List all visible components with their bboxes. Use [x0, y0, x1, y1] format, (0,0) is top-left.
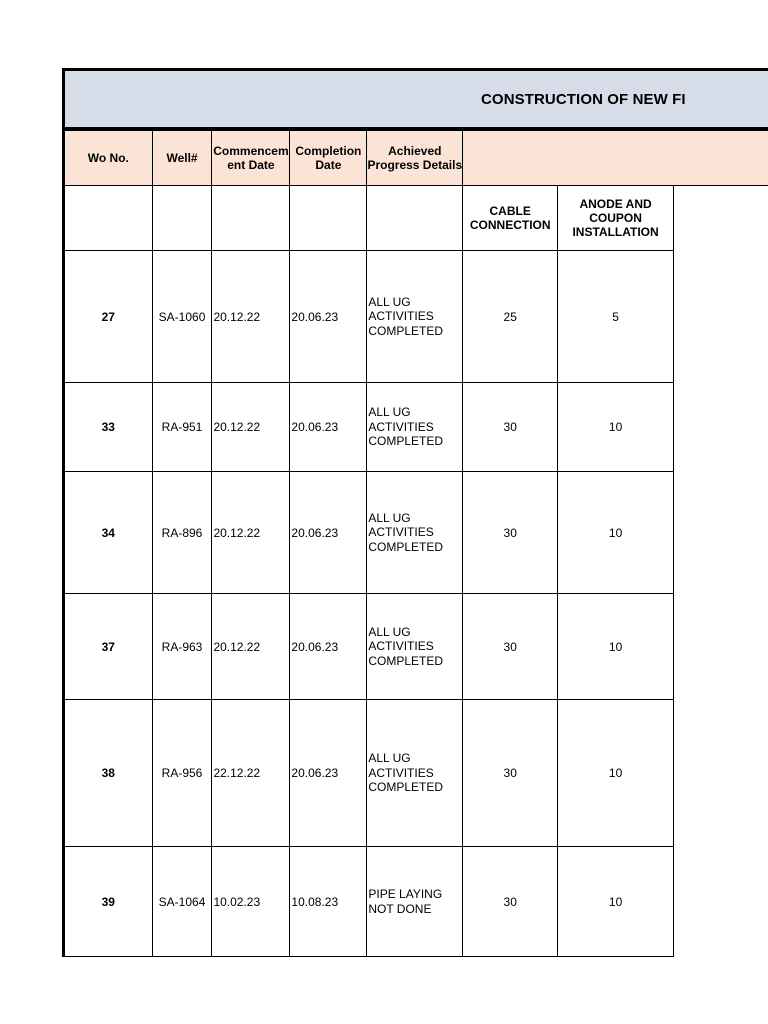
header-well: Well#: [152, 131, 212, 186]
subheader-blank: [367, 186, 463, 251]
progress-cell: [367, 251, 463, 383]
cable-connection-cell: 30: [463, 847, 558, 957]
empty-cell: [673, 472, 768, 594]
progress-line: NOT DONE: [368, 901, 432, 916]
subheader-blank: [152, 186, 212, 251]
well-cell: RA-963: [152, 594, 212, 700]
wo-number-cell: 27: [64, 251, 153, 383]
anode-coupon-cell: 10: [558, 700, 674, 847]
subheader-blank: [290, 186, 367, 251]
progress-line: COMPLETED: [368, 434, 444, 449]
table-body: [64, 251, 768, 957]
commencement-date-cell: 20.12.22: [212, 251, 290, 383]
cable-connection-cell: 25: [463, 251, 558, 383]
commencement-date-cell: 20.12.22: [212, 472, 290, 594]
table-row: [64, 383, 768, 472]
wo-number-cell: 34: [64, 472, 153, 594]
wo-number-cell: 38: [64, 700, 153, 847]
progress-cell: [367, 847, 463, 957]
progress-line: ACTIVITIES: [368, 639, 434, 654]
commencement-date-cell: 20.12.22: [212, 383, 290, 472]
subheader-blank: [64, 186, 153, 251]
well-cell: SA-1060: [152, 251, 212, 383]
subheader-row: [64, 186, 768, 251]
subheader-cable-connection: CABLE CONNECTION: [463, 186, 558, 251]
progress-line: ALL UG: [368, 405, 411, 420]
progress-line: ALL UG: [368, 751, 411, 766]
header-progress-span: [463, 131, 768, 186]
progress-cell: [367, 383, 463, 472]
table-row: [64, 472, 768, 594]
empty-cell: [673, 847, 768, 957]
progress-table: [62, 130, 768, 957]
cable-connection-cell: 30: [463, 383, 558, 472]
progress-cell: [367, 472, 463, 594]
anode-coupon-cell: 10: [558, 847, 674, 957]
header-achieved-progress: Achieved Progress Details: [367, 131, 463, 186]
progress-line: ALL UG: [368, 624, 411, 639]
progress-line: COMPLETED: [368, 780, 444, 795]
table-row: [64, 594, 768, 700]
cable-connection-cell: 30: [463, 594, 558, 700]
progress-line: ALL UG: [368, 294, 411, 309]
subheader-blank: [212, 186, 290, 251]
empty-cell: [673, 594, 768, 700]
progress-line: ACTIVITIES: [368, 765, 434, 780]
table-row: [64, 700, 768, 847]
empty-cell: [673, 251, 768, 383]
progress-line: ACTIVITIES: [368, 525, 434, 540]
commencement-date-cell: 20.12.22: [212, 594, 290, 700]
header-commencement-date: Commencem ent Date: [212, 131, 290, 186]
wo-number-cell: 37: [64, 594, 153, 700]
completion-date-cell: 20.06.23: [290, 472, 367, 594]
completion-date-cell: 10.08.23: [290, 847, 367, 957]
empty-cell: [673, 186, 768, 251]
cable-connection-cell: 30: [463, 472, 558, 594]
well-cell: RA-956: [152, 700, 212, 847]
completion-date-cell: 20.06.23: [290, 700, 367, 847]
page-title: CONSTRUCTION OF NEW FI: [481, 91, 686, 108]
anode-coupon-cell: 10: [558, 383, 674, 472]
anode-coupon-cell: 5: [558, 251, 674, 383]
progress-line: ALL UG: [368, 510, 411, 525]
anode-coupon-cell: 10: [558, 594, 674, 700]
spreadsheet-page: [62, 68, 768, 916]
wo-number-cell: 39: [64, 847, 153, 957]
empty-cell: [673, 700, 768, 847]
progress-line: COMPLETED: [368, 653, 444, 668]
progress-line: ACTIVITIES: [368, 419, 434, 434]
well-cell: RA-951: [152, 383, 212, 472]
table-row: [64, 847, 768, 957]
table-row: [64, 251, 768, 383]
completion-date-cell: 20.06.23: [290, 594, 367, 700]
well-cell: RA-896: [152, 472, 212, 594]
well-cell: SA-1064: [152, 847, 212, 957]
header-completion-date: Completion Date: [290, 131, 367, 186]
progress-line: COMPLETED: [368, 323, 444, 338]
progress-cell: [367, 594, 463, 700]
progress-line: PIPE LAYING: [368, 887, 443, 901]
subheader-anode-coupon: ANODE AND COUPON INSTALLATION: [558, 186, 674, 251]
wo-number-cell: 33: [64, 383, 153, 472]
title-band: [62, 68, 768, 130]
empty-cell: [673, 383, 768, 472]
header-wo-no: Wo No.: [64, 131, 153, 186]
completion-date-cell: 20.06.23: [290, 383, 367, 472]
commencement-date-cell: 22.12.22: [212, 700, 290, 847]
anode-coupon-cell: 10: [558, 472, 674, 594]
progress-cell: [367, 700, 463, 847]
completion-date-cell: 20.06.23: [290, 251, 367, 383]
header-row: [64, 131, 768, 186]
progress-line: ACTIVITIES: [368, 309, 434, 324]
progress-line: COMPLETED: [368, 539, 444, 554]
commencement-date-cell: 10.02.23: [212, 847, 290, 957]
cable-connection-cell: 30: [463, 700, 558, 847]
